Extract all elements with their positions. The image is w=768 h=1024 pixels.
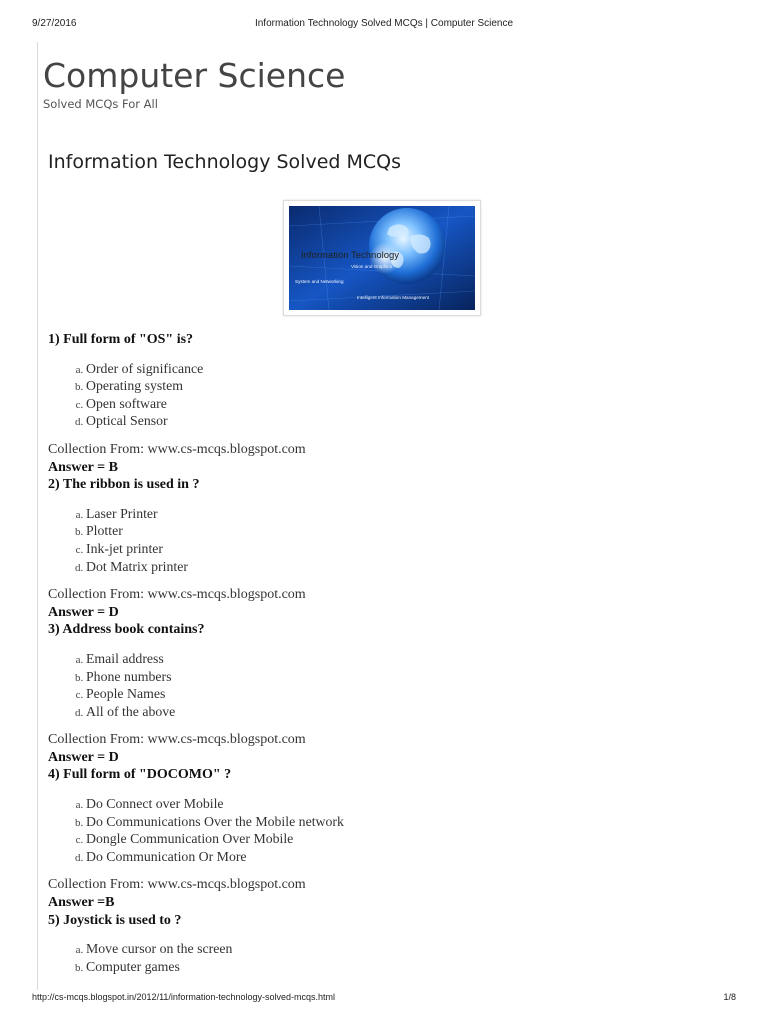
post-image[interactable] — [283, 200, 481, 316]
post-body — [48, 331, 748, 986]
option-d: d. Optical Sensor — [86, 412, 748, 430]
question-2-answer: Answer = D — [48, 604, 119, 620]
question-4: 4) Full form of "DOCOMO" ? — [48, 767, 232, 783]
print-page-title: Information Technology Solved MCQs | Computer Science — [254, 18, 514, 29]
question-4-answer: Answer =B — [48, 895, 115, 911]
option-c: c. Dongle Communication Over Mobile — [86, 830, 748, 848]
image-caption-line3: Intelligent Information Management — [357, 295, 430, 300]
print-header — [0, 18, 768, 32]
image-caption-line2: System and Networking — [295, 279, 344, 284]
option-c: c. People Names — [86, 685, 748, 703]
question-1-options — [48, 360, 748, 430]
option-b: b. Computer games — [86, 958, 748, 976]
question-4-source: Collection From: www.cs-mcqs.blogspot.com — [48, 877, 306, 893]
print-date: 9/27/2016 — [32, 18, 77, 29]
image-caption-main: Information Technology — [301, 250, 400, 261]
question-2-options — [48, 505, 748, 575]
print-page-number: 1/8 — [723, 992, 736, 1002]
option-a: a. Do Connect over Mobile — [86, 795, 748, 813]
question-1: 1) Full form of "OS" is? — [48, 332, 194, 347]
question-5: 5) Joystick is used to ? — [48, 912, 182, 928]
print-footer — [0, 992, 768, 1006]
option-b: b. Operating system — [86, 377, 748, 395]
globe-illustration — [289, 206, 475, 310]
left-divider — [37, 42, 38, 990]
option-a: a. Email address — [86, 650, 748, 668]
question-3: 3) Address book contains? — [48, 622, 205, 638]
question-5-options — [48, 940, 748, 975]
print-url: http://cs-mcqs.blogspot.in/2012/11/information-technology-solved-mcqs.html — [32, 992, 335, 1002]
question-2: 2) The ribbon is used in ? — [48, 477, 200, 493]
option-b: b. Phone numbers — [86, 668, 748, 686]
option-a: a. Move cursor on the screen — [86, 940, 748, 958]
option-b: b. Plotter — [86, 522, 748, 540]
question-3-options — [48, 650, 748, 720]
option-a: a. Order of significance — [86, 360, 748, 378]
question-2-source: Collection From: www.cs-mcqs.blogspot.com — [48, 587, 306, 603]
question-3-answer: Answer = D — [48, 749, 119, 765]
option-d: d. Do Communication Or More — [86, 848, 748, 866]
option-d: d. All of the above — [86, 703, 748, 721]
option-d: d. Dot Matrix printer — [86, 558, 748, 576]
option-b: b. Do Communications Over the Mobile network — [86, 813, 748, 831]
option-c: c. Open software — [86, 395, 748, 413]
globe-image — [289, 206, 475, 310]
question-1-source: Collection From: www.cs-mcqs.blogspot.com — [48, 441, 306, 457]
option-c: c. Ink-jet printer — [86, 540, 748, 558]
post-title[interactable]: Information Technology Solved MCQs — [48, 151, 402, 173]
blog-title[interactable]: Computer Science — [43, 56, 346, 95]
question-3-source: Collection From: www.cs-mcqs.blogspot.com — [48, 732, 306, 748]
question-4-options — [48, 795, 748, 865]
question-1-answer: Answer = B — [48, 459, 118, 475]
blog-tagline: Solved MCQs For All — [43, 97, 158, 111]
option-a: a. Laser Printer — [86, 505, 748, 523]
image-caption-line1: Vision and Graphics — [351, 264, 393, 269]
